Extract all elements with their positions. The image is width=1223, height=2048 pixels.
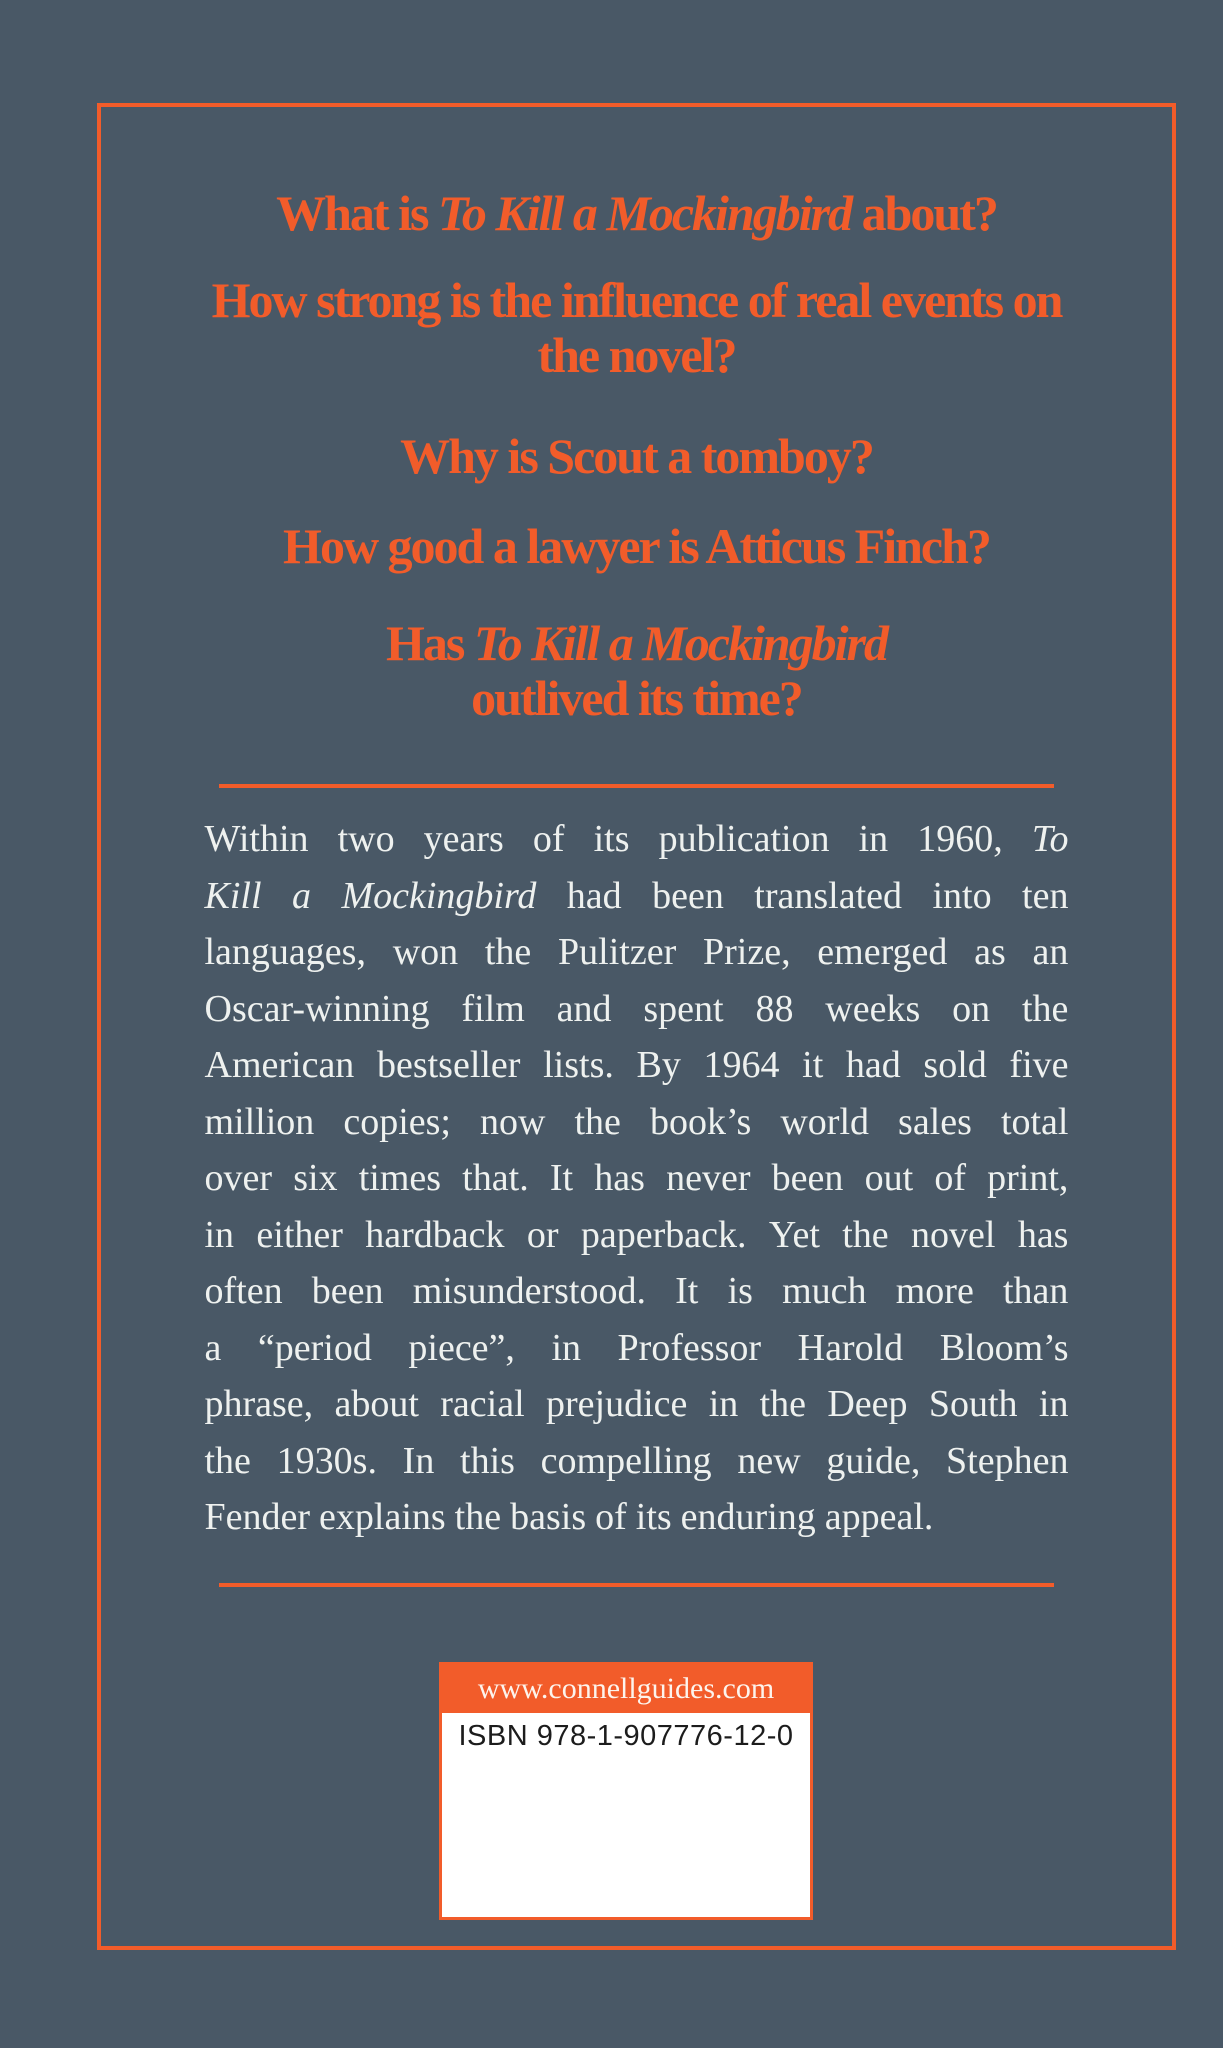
word: hardback (365, 1213, 505, 1256)
synopsis-line (205, 1150, 1069, 1207)
question-heading (101, 186, 1172, 241)
word: sold (923, 1044, 987, 1086)
synopsis-line (205, 1263, 1069, 1320)
word: explains (319, 1496, 446, 1538)
word: over (204, 1157, 273, 1199)
word: book’s (649, 1100, 752, 1143)
question-heading (101, 429, 1172, 484)
word: than (1003, 1270, 1069, 1312)
synopsis-paragraph (205, 811, 1069, 1546)
word: print, (987, 1157, 1069, 1199)
divider-rule-top (219, 784, 1054, 788)
word: much (782, 1270, 867, 1312)
word: Prize, (702, 931, 791, 973)
word: Yet (768, 1213, 820, 1256)
synopsis-line (205, 1094, 1069, 1151)
word: in (708, 1383, 739, 1425)
book-title-italic: To (1031, 818, 1069, 860)
word: appeal. (824, 1496, 934, 1538)
word: six (293, 1157, 338, 1199)
word: an (1032, 931, 1069, 973)
word: never (666, 1157, 751, 1199)
question-text: about? (851, 185, 997, 241)
word: in (858, 818, 889, 860)
publisher-website-strip (442, 1665, 810, 1713)
word: 88 (755, 987, 794, 1030)
word: Fender (204, 1496, 311, 1538)
word: of (595, 1496, 627, 1538)
word: on (952, 987, 991, 1030)
word: total (1000, 1100, 1069, 1143)
word: racial (440, 1383, 525, 1425)
word: times (358, 1157, 442, 1199)
word: its (635, 1496, 672, 1538)
word: 1960, (917, 818, 1003, 860)
word: five (1009, 1044, 1069, 1086)
question-heading (101, 273, 1172, 383)
word: novel (911, 1213, 996, 1256)
word: of (532, 818, 565, 860)
synopsis-line (205, 1433, 1069, 1490)
word: the (484, 931, 532, 973)
divider-rule-bottom (219, 1583, 1054, 1587)
word: or (526, 1213, 559, 1256)
word: world (780, 1100, 869, 1143)
word: South (928, 1383, 1018, 1425)
question-line (101, 616, 1172, 671)
word: new (737, 1439, 801, 1482)
synopsis-line (205, 1037, 1069, 1094)
word: in (204, 1213, 235, 1256)
word: paperback. (580, 1213, 747, 1256)
word: had (566, 874, 622, 917)
word: weeks (825, 987, 921, 1030)
word: enduring (680, 1496, 816, 1538)
word: as (974, 931, 1006, 973)
word: In (402, 1439, 435, 1482)
question-line (101, 186, 1172, 241)
word: the (759, 1383, 807, 1425)
question-heading (101, 616, 1172, 726)
word: had (845, 1044, 901, 1086)
word: Harold (797, 1326, 904, 1369)
word: it (802, 1044, 824, 1086)
book-title-italic: To Kill a Mockingbird (437, 185, 852, 241)
book-title-italic: Kill (204, 874, 262, 917)
questions-block (101, 186, 1172, 726)
word: its (593, 818, 630, 860)
word: has (594, 1157, 645, 1199)
word: publication (658, 818, 830, 860)
word: either (256, 1213, 343, 1256)
word: two (337, 818, 395, 860)
word: “period (257, 1326, 372, 1369)
book-title-italic: To Kill a Mockingbird (473, 615, 888, 671)
question-text: outlived its time? (471, 670, 802, 726)
word: years (423, 818, 504, 860)
word: the (574, 1100, 621, 1143)
word: into (932, 874, 992, 917)
question-text: the novel? (537, 327, 736, 383)
word: emerged (817, 931, 948, 973)
word: million (204, 1100, 315, 1143)
synopsis-line (205, 924, 1069, 981)
isbn-number: ISBN 978-1-907776-12-0 (458, 1719, 794, 1752)
word: Pulitzer (558, 931, 677, 973)
border-frame (97, 103, 1176, 1950)
word: the (842, 1213, 889, 1256)
question-text: What is (276, 185, 438, 241)
word: that. (462, 1157, 529, 1199)
word: been (771, 1157, 844, 1199)
word: of (934, 1157, 966, 1199)
word: often (204, 1270, 283, 1312)
word: guide, (826, 1439, 921, 1482)
question-line (101, 273, 1172, 328)
word: now (480, 1100, 546, 1143)
question-line (101, 671, 1172, 726)
word: the (454, 1496, 502, 1538)
question-line (101, 519, 1172, 574)
word: translated (754, 874, 903, 917)
word: languages, (204, 931, 366, 973)
book-title-italic: a (291, 874, 311, 917)
word: 1930s. (276, 1439, 377, 1482)
word: phrase, (204, 1383, 314, 1425)
word: piece”, (408, 1326, 515, 1369)
synopsis-line (205, 811, 1069, 868)
book-title-italic: Mockingbird (341, 874, 537, 917)
word: It (549, 1157, 574, 1199)
word: film (461, 987, 525, 1030)
question-text: Has (385, 615, 474, 671)
website-label: www.connellguides.com (477, 1671, 775, 1705)
word: By (636, 1044, 681, 1086)
synopsis-line (205, 1489, 1069, 1546)
word: Stephen (946, 1439, 1069, 1482)
word: the (1021, 987, 1069, 1030)
synopsis-line (205, 981, 1069, 1038)
word: and (556, 987, 612, 1030)
question-text: How strong is the influence of real events on (211, 272, 1062, 328)
word: the (204, 1439, 251, 1482)
word: Deep (827, 1383, 908, 1425)
word: won (392, 931, 459, 973)
isbn-box (439, 1662, 813, 1920)
word: in (1038, 1383, 1069, 1425)
synopsis-line (205, 868, 1069, 925)
word: out (864, 1157, 914, 1199)
word: spent (643, 987, 724, 1030)
word: been (311, 1270, 384, 1312)
question-heading (101, 519, 1172, 574)
word: about (334, 1383, 419, 1425)
word: is (727, 1270, 753, 1312)
synopsis-line (205, 1376, 1069, 1433)
word: been (652, 874, 724, 917)
word: misunderstood. (412, 1270, 646, 1312)
word: lists. (543, 1044, 614, 1086)
word: Within (204, 818, 309, 860)
word: bestseller (376, 1044, 521, 1086)
word: Bloom’s (939, 1326, 1069, 1369)
synopsis-line (205, 1207, 1069, 1264)
word: this (460, 1439, 515, 1482)
question-line (101, 328, 1172, 383)
word: American (204, 1044, 355, 1086)
question-text: How good a lawyer is Atticus Finch? (283, 518, 990, 574)
word: a (204, 1326, 222, 1369)
barcode-area (442, 1753, 810, 1903)
word: copies; (343, 1100, 451, 1143)
word: prejudice (545, 1383, 688, 1425)
word: Oscar-winning (204, 987, 430, 1030)
synopsis-line (205, 1320, 1069, 1377)
word: It (675, 1270, 699, 1312)
word: has (1017, 1213, 1069, 1256)
word: in (551, 1326, 582, 1369)
word: basis (510, 1496, 587, 1538)
word: Professor (617, 1326, 762, 1369)
word: more (895, 1270, 974, 1312)
word: 1964 (703, 1044, 780, 1086)
question-text: Why is Scout a tomboy? (400, 428, 873, 484)
word: ten (1022, 874, 1069, 917)
question-line (101, 429, 1172, 484)
word: compelling (540, 1439, 712, 1482)
word: sales (898, 1100, 972, 1143)
